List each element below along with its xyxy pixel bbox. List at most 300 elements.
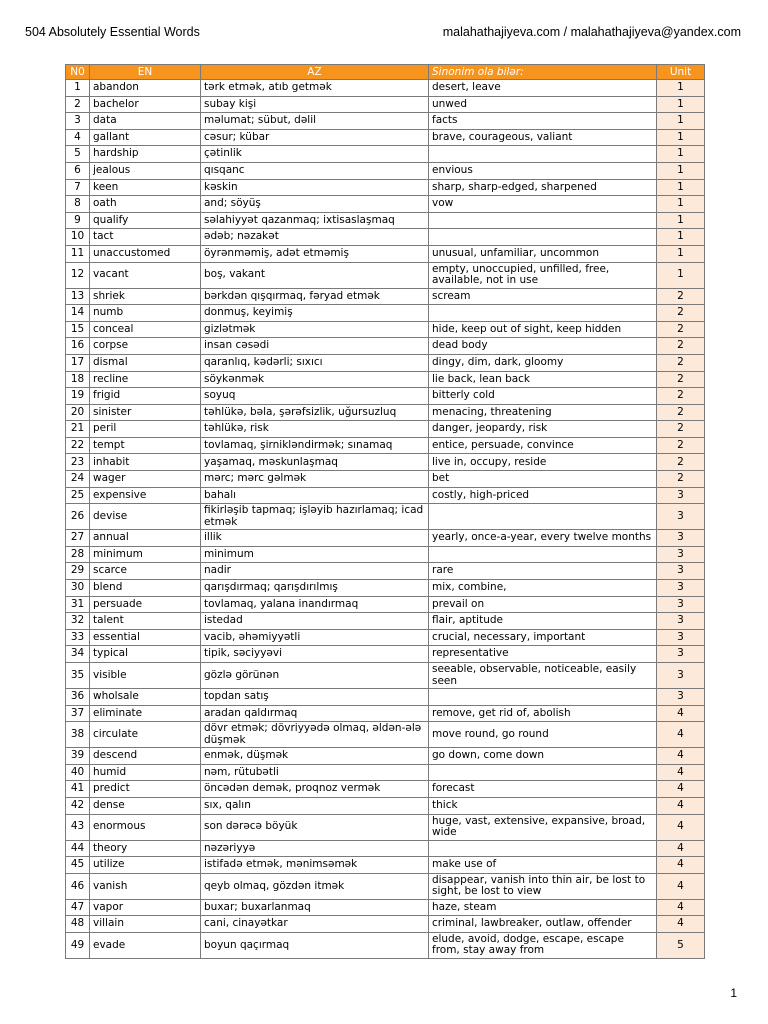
row-number: 6 [66,162,90,179]
synonyms: haze, steam [429,899,657,916]
azerbaijani-translation: and; söyüş [201,196,429,213]
english-word: data [90,113,201,130]
english-word: frigid [90,388,201,405]
synonyms: bet [429,471,657,488]
unit-number: 3 [657,689,705,706]
unit-number: 2 [657,454,705,471]
row-number: 17 [66,354,90,371]
english-word: utilize [90,857,201,874]
synonyms: costly, high-priced [429,487,657,504]
azerbaijani-translation: gizlətmək [201,321,429,338]
english-word: annual [90,530,201,547]
table-row [66,288,705,305]
unit-number: 4 [657,764,705,781]
row-number: 8 [66,196,90,213]
table-row [66,596,705,613]
synonyms: menacing, threatening [429,404,657,421]
table-row [66,563,705,580]
row-number: 38 [66,722,90,748]
azerbaijani-translation: boyun qaçırmaq [201,932,429,958]
row-number: 27 [66,530,90,547]
table-row [66,932,705,958]
synonyms: seeable, observable, noticeable, easily seen [429,663,657,689]
unit-number: 1 [657,146,705,163]
table-row [66,722,705,748]
synonyms: brave, courageous, valiant [429,129,657,146]
azerbaijani-translation: bahalı [201,487,429,504]
synonyms [429,546,657,563]
azerbaijani-translation: istedad [201,613,429,630]
azerbaijani-translation: aradan qaldırmaq [201,705,429,722]
azerbaijani-translation: dövr etmək; dövriyyədə olmaq, əldən-ələ düşmək [201,722,429,748]
row-number: 22 [66,437,90,454]
row-number: 36 [66,689,90,706]
row-number: 16 [66,338,90,355]
unit-number: 1 [657,80,705,97]
english-word: peril [90,421,201,438]
table-row [66,797,705,814]
unit-number: 1 [657,245,705,262]
synonyms: dead body [429,338,657,355]
unit-number: 3 [657,663,705,689]
synonyms: prevail on [429,596,657,613]
table-row [66,146,705,163]
row-number: 23 [66,454,90,471]
azerbaijani-translation: nəzəriyyə [201,840,429,857]
row-number: 30 [66,580,90,597]
unit-number: 3 [657,629,705,646]
synonyms [429,764,657,781]
row-number: 25 [66,487,90,504]
header-english: EN [90,65,201,80]
azerbaijani-translation: ədəb; nəzakət [201,229,429,246]
table-row [66,129,705,146]
english-word: bachelor [90,96,201,113]
row-number: 45 [66,857,90,874]
english-word: gallant [90,129,201,146]
row-number: 47 [66,899,90,916]
azerbaijani-translation: gözlə görünən [201,663,429,689]
synonyms: make use of [429,857,657,874]
row-number: 48 [66,916,90,933]
document-title: 504 Absolutely Essential Words [25,25,200,39]
table-row [66,546,705,563]
table-row [66,530,705,547]
unit-number: 4 [657,705,705,722]
azerbaijani-translation: donmuş, keyimiş [201,305,429,322]
row-number: 5 [66,146,90,163]
english-word: abandon [90,80,201,97]
unit-number: 4 [657,748,705,765]
synonyms: criminal, lawbreaker, outlaw, offender [429,916,657,933]
unit-number: 2 [657,305,705,322]
english-word: tact [90,229,201,246]
synonyms: mix, combine, [429,580,657,597]
unit-number: 2 [657,371,705,388]
table-row [66,80,705,97]
synonyms: vow [429,196,657,213]
english-word: numb [90,305,201,322]
table-row [66,580,705,597]
row-number: 35 [66,663,90,689]
header-unit: Unit [657,65,705,80]
azerbaijani-translation: qısqanc [201,162,429,179]
azerbaijani-translation: tovlamaq, yalana inandırmaq [201,596,429,613]
table-row [66,840,705,857]
synonyms [429,689,657,706]
english-word: unaccustomed [90,245,201,262]
english-word: wager [90,471,201,488]
synonyms: thick [429,797,657,814]
synonyms [429,305,657,322]
unit-number: 3 [657,646,705,663]
row-number: 4 [66,129,90,146]
header-synonyms: Sinonim ola bilər: [429,65,657,80]
synonyms: rare [429,563,657,580]
english-word: talent [90,613,201,630]
row-number: 7 [66,179,90,196]
azerbaijani-translation: enmək, düşmək [201,748,429,765]
unit-number: 2 [657,338,705,355]
synonyms: go down, come down [429,748,657,765]
row-number: 46 [66,873,90,899]
row-number: 13 [66,288,90,305]
english-word: expensive [90,487,201,504]
synonyms: move round, go round [429,722,657,748]
table-row [66,179,705,196]
unit-number: 4 [657,781,705,798]
row-number: 24 [66,471,90,488]
english-word: vacant [90,262,201,288]
unit-number: 2 [657,354,705,371]
unit-number: 3 [657,487,705,504]
unit-number: 4 [657,916,705,933]
english-word: qualify [90,212,201,229]
synonyms: danger, jeopardy, risk [429,421,657,438]
synonyms: forecast [429,781,657,798]
unit-number: 3 [657,580,705,597]
row-number: 34 [66,646,90,663]
synonyms: bitterly cold [429,388,657,405]
table-row [66,388,705,405]
synonyms: elude, avoid, dodge, escape, escape from, stay away from [429,932,657,958]
english-word: dismal [90,354,201,371]
english-word: persuade [90,596,201,613]
azerbaijani-translation: tipik, səciyyəvi [201,646,429,663]
row-number: 9 [66,212,90,229]
english-word: inhabit [90,454,201,471]
table-row [66,663,705,689]
table-row [66,113,705,130]
header-number: N0 [66,65,90,80]
azerbaijani-translation: illik [201,530,429,547]
synonyms: dingy, dim, dark, gloomy [429,354,657,371]
english-word: essential [90,629,201,646]
english-word: visible [90,663,201,689]
azerbaijani-translation: sıx, qalın [201,797,429,814]
unit-number: 2 [657,421,705,438]
row-number: 43 [66,814,90,840]
english-word: eliminate [90,705,201,722]
synonyms: scream [429,288,657,305]
row-number: 39 [66,748,90,765]
table-row [66,437,705,454]
english-word: vapor [90,899,201,916]
english-word: corpse [90,338,201,355]
english-word: evade [90,932,201,958]
row-number: 41 [66,781,90,798]
table-row [66,321,705,338]
table-row [66,471,705,488]
contact-info: malahathajiyeva.com / malahathajiyeva@yandex.com [442,25,741,39]
table-row [66,781,705,798]
row-number: 26 [66,504,90,530]
azerbaijani-translation: öncədən demək, proqnoz vermək [201,781,429,798]
synonyms: envious [429,162,657,179]
english-word: typical [90,646,201,663]
synonyms [429,229,657,246]
azerbaijani-translation: kəskin [201,179,429,196]
english-word: blend [90,580,201,597]
unit-number: 2 [657,288,705,305]
unit-number: 1 [657,212,705,229]
azerbaijani-translation: məlumat; sübut, dəlil [201,113,429,130]
unit-number: 1 [657,96,705,113]
unit-number: 1 [657,129,705,146]
synonyms: yearly, once-a-year, every twelve months [429,530,657,547]
table-row [66,262,705,288]
row-number: 14 [66,305,90,322]
row-number: 2 [66,96,90,113]
table-row [66,229,705,246]
row-number: 10 [66,229,90,246]
english-word: jealous [90,162,201,179]
synonyms: crucial, necessary, important [429,629,657,646]
unit-number: 2 [657,437,705,454]
row-number: 40 [66,764,90,781]
row-number: 20 [66,404,90,421]
table-row [66,196,705,213]
azerbaijani-translation: bərkdən qışqırmaq, fəryad etmək [201,288,429,305]
azerbaijani-translation: subay kişi [201,96,429,113]
azerbaijani-translation: son dərəcə böyük [201,814,429,840]
synonyms [429,504,657,530]
azerbaijani-translation: vacib, əhəmiyyətli [201,629,429,646]
unit-number: 1 [657,162,705,179]
azerbaijani-translation: tovlamaq, şirnikləndirmək; sınamaq [201,437,429,454]
unit-number: 4 [657,722,705,748]
english-word: humid [90,764,201,781]
synonyms: disappear, vanish into thin air, be lost to sight, be lost to view [429,873,657,899]
table-row [66,354,705,371]
page-number: 1 [730,986,737,1000]
synonyms: facts [429,113,657,130]
unit-number: 4 [657,797,705,814]
unit-number: 2 [657,471,705,488]
table-row [66,96,705,113]
azerbaijani-translation: səlahiyyət qazanmaq; ixtisaslaşmaq [201,212,429,229]
table-header-row [66,65,705,80]
table-row [66,212,705,229]
unit-number: 3 [657,596,705,613]
synonyms: flair, aptitude [429,613,657,630]
row-number: 32 [66,613,90,630]
unit-number: 2 [657,388,705,405]
azerbaijani-translation: tərk etmək, atıb getmək [201,80,429,97]
unit-number: 4 [657,814,705,840]
english-word: dense [90,797,201,814]
azerbaijani-translation: boş, vakant [201,262,429,288]
table-row [66,162,705,179]
row-number: 29 [66,563,90,580]
synonyms: unwed [429,96,657,113]
table-row [66,454,705,471]
table-row [66,629,705,646]
synonyms: remove, get rid of, abolish [429,705,657,722]
azerbaijani-translation: minimum [201,546,429,563]
table-row [66,873,705,899]
unit-number: 1 [657,262,705,288]
azerbaijani-translation: təhlükə, bəla, şərəfsizlik, uğursuzluq [201,404,429,421]
azerbaijani-translation: öyrənməmiş, adət etməmiş [201,245,429,262]
azerbaijani-translation: qarışdırmaq; qarışdırılmış [201,580,429,597]
table-row [66,764,705,781]
synonyms: sharp, sharp-edged, sharpened [429,179,657,196]
azerbaijani-translation: soyuq [201,388,429,405]
table-row [66,613,705,630]
table-row [66,504,705,530]
azerbaijani-translation: mərc; mərc gəlmək [201,471,429,488]
unit-number: 3 [657,563,705,580]
azerbaijani-translation: təhlükə, risk [201,421,429,438]
azerbaijani-translation: qeyb olmaq, gözdən itmək [201,873,429,899]
azerbaijani-translation: nəm, rütubətli [201,764,429,781]
row-number: 21 [66,421,90,438]
azerbaijani-translation: qaranlıq, kədərli; sıxıcı [201,354,429,371]
english-word: devise [90,504,201,530]
azerbaijani-translation: istifadə etmək, mənimsəmək [201,857,429,874]
header-azerbaijani: AZ [201,65,429,80]
azerbaijani-translation: nadir [201,563,429,580]
row-number: 33 [66,629,90,646]
table-row [66,487,705,504]
azerbaijani-translation: cani, cinayətkar [201,916,429,933]
table-row [66,857,705,874]
english-word: sinister [90,404,201,421]
english-word: recline [90,371,201,388]
english-word: circulate [90,722,201,748]
table-row [66,245,705,262]
table-row [66,421,705,438]
row-number: 37 [66,705,90,722]
unit-number: 2 [657,404,705,421]
unit-number: 4 [657,899,705,916]
azerbaijani-translation: cəsur; kübar [201,129,429,146]
unit-number: 1 [657,196,705,213]
unit-number: 5 [657,932,705,958]
table-row [66,371,705,388]
row-number: 44 [66,840,90,857]
unit-number: 4 [657,857,705,874]
english-word: enormous [90,814,201,840]
azerbaijani-translation: çətinlik [201,146,429,163]
english-word: conceal [90,321,201,338]
azerbaijani-translation: topdan satış [201,689,429,706]
english-word: tempt [90,437,201,454]
row-number: 11 [66,245,90,262]
unit-number: 3 [657,613,705,630]
unit-number: 3 [657,504,705,530]
row-number: 19 [66,388,90,405]
synonyms: unusual, unfamiliar, uncommon [429,245,657,262]
vocabulary-table [65,64,705,959]
table-row [66,404,705,421]
azerbaijani-translation: buxar; buxarlanmaq [201,899,429,916]
synonyms: huge, vast, extensive, expansive, broad, wide [429,814,657,840]
azerbaijani-translation: fikirləşib tapmaq; işləyib hazırlamaq; icad etmək [201,504,429,530]
english-word: wholsale [90,689,201,706]
synonyms: live in, occupy, reside [429,454,657,471]
table-row [66,689,705,706]
synonyms: desert, leave [429,80,657,97]
synonyms: lie back, lean back [429,371,657,388]
unit-number: 2 [657,321,705,338]
english-word: theory [90,840,201,857]
unit-number: 1 [657,113,705,130]
english-word: shriek [90,288,201,305]
row-number: 12 [66,262,90,288]
unit-number: 3 [657,546,705,563]
synonyms: empty, unoccupied, unfilled, free, available, not in use [429,262,657,288]
unit-number: 4 [657,840,705,857]
english-word: minimum [90,546,201,563]
row-number: 31 [66,596,90,613]
synonyms [429,840,657,857]
row-number: 28 [66,546,90,563]
azerbaijani-translation: yaşamaq, məskunlaşmaq [201,454,429,471]
synonyms [429,212,657,229]
row-number: 42 [66,797,90,814]
row-number: 3 [66,113,90,130]
azerbaijani-translation: söykənmək [201,371,429,388]
table-row [66,916,705,933]
row-number: 18 [66,371,90,388]
synonyms [429,146,657,163]
synonyms: hide, keep out of sight, keep hidden [429,321,657,338]
row-number: 1 [66,80,90,97]
english-word: scarce [90,563,201,580]
table-row [66,646,705,663]
unit-number: 1 [657,179,705,196]
english-word: oath [90,196,201,213]
azerbaijani-translation: insan cəsədi [201,338,429,355]
english-word: vanish [90,873,201,899]
english-word: descend [90,748,201,765]
table-row [66,705,705,722]
table-row [66,748,705,765]
synonyms: representative [429,646,657,663]
row-number: 49 [66,932,90,958]
english-word: keen [90,179,201,196]
table-row [66,338,705,355]
unit-number: 3 [657,530,705,547]
english-word: hardship [90,146,201,163]
row-number: 15 [66,321,90,338]
unit-number: 1 [657,229,705,246]
table-row [66,899,705,916]
english-word: villain [90,916,201,933]
english-word: predict [90,781,201,798]
